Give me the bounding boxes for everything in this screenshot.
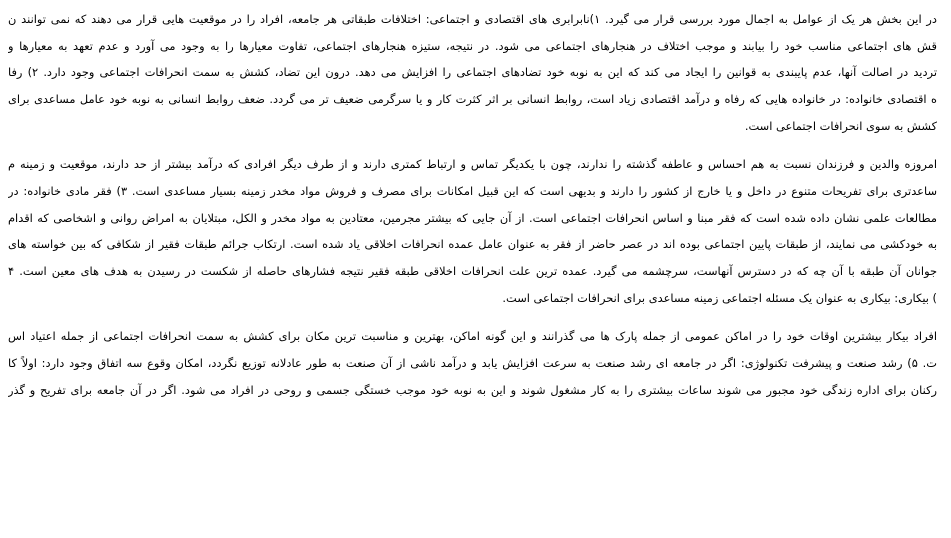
text-line: ه اقتصادی خانواده: در خانواده هایی که رفاه و درآمد اقتصادی زیاد است، روابط انسانی بر اثر کثرت کار و یا سرگرمی ضعیف تر می گردد. ضعف روابط انسانی به نوبه خود عامل مساعدی برای (8, 92, 937, 106)
text-line: مطالعات علمی نشان داده شده است که فقر مبنا و اساس انحرافات اجتماعی است. از آن جایی که بیشتر مجرمین، معتادین به مواد مخدر و الکل، مبتلایان به امراض روانی و اشخاصی که اقدام (8, 211, 937, 225)
text-line: در این بخش هر یک از عوامل به اجمال مورد بررسی قرار می گیرد. ۱)نابرابری های اقتصادی و اجتماعی: اختلافات طبقاتی هر جامعه، افراد را در موقعیت هایی قرار می دهند که نمی توانند ن (8, 12, 937, 26)
text-line: رکنان برای اداره زندگی خود مجبور می شوند ساعات بیشتری را به کار مشغول شوند و این به نوبه خود موجب خستگی جسمی و روحی در افراد می شود. اگر در آن جامعه برای تفریح و گذر (8, 383, 937, 397)
text-line: ساعدتری برای تفریحات متنوع در داخل و یا خارج از کشور را دارند و بدیهی است که این قبیل امکانات برای مصرف و فروش مواد مخدر زمینه بسیار مساعدی است. ۳) فقر مادی خانواده: در (8, 184, 937, 198)
text-line: جوانان آن طبقه با آن چه که در دسترس آنهاست، سرچشمه می گیرد. عمده ترین علت انحرافات اخلاقی طبقه فقیر نتیجه فشارهای حاصله از شکست در رسیدن به هدف های معین است. ۴ (8, 264, 937, 278)
text-line: کشش به سوی انحرافات اجتماعی است. (744, 119, 937, 133)
text-line: امروزه والدین و فرزندان نسبت به هم احساس و عاطفه گذشته را ندارند، چون با یکدیگر تماس و ارتباط کمتری دارند و از طرف دیگر افرادی که درآمد بیشتر از حد دارند، موقعیت و زمینه م (8, 157, 937, 171)
text-line: افراد بیکار بیشترین اوقات خود را در اماکن عمومی از جمله پارک ها می گذرانند و این گونه اماکن، بهترین و مناسبت ترین مکان برای کشش به سمت انحرافات اجتماعی از جمله اعتیاد اس (8, 329, 937, 343)
text-line: قش های اجتماعی مناسب خود را بیابند و موجب اختلاف در هنجارهای اجتماعی می شود. در نتیجه، ستیزه هنجارهای اجتماعی، تفاوت معیارها را به وجود می آورد و عدم تعهد به معیارها و (8, 39, 937, 53)
text-line: به خودکشی می نمایند، از طبقات پایین اجتماعی بوده اند در عصر حاضر از فقر به عنوان عامل عمده انحرافات اخلاقی یاد شده است. ارتکاب جرائم طبقات فقیر از شکافی که بین خواسته های (8, 237, 937, 251)
text-line: ) بیکاری: بیکاری به عنوان یک مسئله اجتماعی زمینه مساعدی برای انحرافات اجتماعی است. (502, 291, 937, 305)
text-line: تردید در اصالت آنها، عدم پایبندی به قوانین را ایجاد می کند که این به نوبه خود تضادهای اجتماعی را افزایش می دهد. درون این تضاد، کشش به سمت انحرافات اجتماعی وجود دارد. ۲) رفا (8, 65, 937, 79)
text-line: ت. ۵) رشد صنعت و پیشرفت تکنولوژی: اگر در جامعه ای رشد صنعت به سرعت افزایش یابد و درآمد ناشی از آن صنعت به طور عادلانه توزیع نگردد، امکان وقوع سه اتفاق وجود دارد: اولاً کا (8, 356, 937, 370)
